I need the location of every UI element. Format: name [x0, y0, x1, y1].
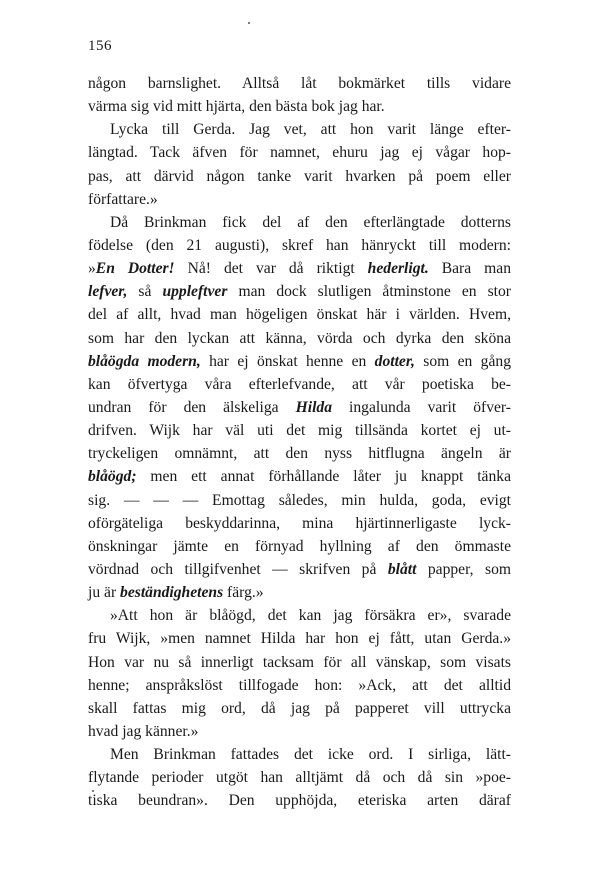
text-segment: ju är [88, 584, 121, 602]
text-segment: Hon var nu så innerligt tacksam för all vänskap, som visats [88, 653, 511, 671]
text-line [88, 697, 511, 720]
emphasized-text: hederligt. [367, 260, 429, 278]
text-segment: önskningar jämte en förnyad hyllning af den ömmaste [88, 537, 511, 555]
text-segment: längtad. Tack äfven för namnet, ehuru jag ej vågar hop- [88, 144, 511, 162]
text-line [88, 674, 511, 697]
emphasized-text: Hilda [295, 398, 332, 416]
text-segment: ingalunda varit öfver- [332, 398, 511, 416]
text-line [88, 419, 511, 442]
emphasized-text: lefver, [88, 283, 128, 301]
text-line [88, 789, 511, 812]
text-segment: skall fattas mig ord, då jag på papperet vill uttrycka [88, 699, 511, 717]
text-segment: kan öfvertyga våra efterlefvande, att vår poetiska be- [88, 375, 511, 393]
text-line [88, 72, 511, 95]
text-segment: » [88, 260, 96, 278]
text-segment: fru Wijk, »men namnet Hilda har hon ej fått, utan Gerda.» [88, 630, 511, 648]
text-segment: pas, att därvid någon tanke varit hvarken på poem eller [88, 167, 511, 185]
text-line [88, 720, 511, 743]
text-line [88, 350, 511, 373]
text-line [88, 512, 511, 535]
text-segment: drifven. Wijk har väl uti det mig tillsända kortet ej ut- [88, 422, 511, 440]
text-segment: men ett annat förhållande låter ju knappt tänka [136, 468, 511, 486]
text-segment: Nå! det var då riktigt [174, 260, 368, 278]
text-segment: Då Brinkman fick del af den efterlängtade dotterns [110, 213, 511, 231]
text-line [88, 211, 511, 234]
text-segment: födelse (den 21 augusti), skref han hänryckt till modern: [88, 236, 511, 254]
text-segment: del af allt, hvad man högeligen önskat här i världen. Hvem, [88, 306, 511, 324]
text-segment: »Att hon är blåögd, det kan jag försäkra er», svarade [110, 607, 511, 625]
paper-speck [248, 22, 250, 24]
text-line [88, 118, 511, 141]
text-segment: henne; anspråkslöst tillfogade hon: »Ack, att det alltid [88, 676, 511, 694]
text-line [88, 535, 511, 558]
text-line [88, 766, 511, 789]
text-segment: man dock slutligen åtminstone en stor [227, 283, 511, 301]
text-segment: färg.» [223, 584, 264, 602]
text-line [88, 743, 511, 766]
text-line [88, 95, 511, 118]
text-segment: hvad jag känner.» [88, 722, 199, 740]
text-segment: undran för den älskeliga [88, 398, 296, 416]
text-line [88, 558, 511, 581]
text-segment: som en gång [414, 352, 511, 370]
text-segment: tryckeligen omnämnt, att den nyss hitflugna ängeln är [88, 445, 511, 463]
emphasized-text: blått [387, 560, 417, 578]
text-segment: författare.» [88, 190, 158, 208]
text-line [88, 303, 511, 326]
text-line [88, 234, 511, 257]
text-line [88, 327, 511, 350]
page-number: 156 [88, 38, 112, 54]
body-text [88, 72, 511, 813]
emphasized-text: beständighetens [120, 584, 224, 602]
text-segment: papper, som [416, 560, 511, 578]
text-segment: oförgäteliga beskyddarinna, mina hjärtinnerligaste lyck- [88, 514, 511, 532]
text-segment: Lycka till Gerda. Jag vet, att hon varit länge efter- [110, 121, 511, 139]
emphasized-text: uppleftver [162, 283, 228, 301]
text-line [88, 257, 511, 280]
text-line [88, 373, 511, 396]
text-segment: Bara man [428, 260, 511, 278]
emphasized-text: En Dotter! [95, 260, 175, 278]
text-segment: Men Brinkman fattades det icke ord. I sirliga, lätt- [110, 746, 511, 764]
text-line [88, 627, 511, 650]
emphasized-text: blåögd; [88, 468, 137, 486]
text-line [88, 604, 511, 627]
text-line [88, 651, 511, 674]
text-line [88, 442, 511, 465]
text-segment: sig. — — — Emottag således, min hulda, goda, evigt [88, 491, 511, 509]
text-segment: tiska beundran». Den upphöjda, eteriska arten däraf [88, 792, 511, 810]
text-line [88, 165, 511, 188]
paper-speck [92, 790, 94, 792]
text-line [88, 141, 511, 164]
text-segment: flytande perioder utgöt han alltjämt då och då sin »poe- [88, 769, 511, 787]
text-segment: någon barnslighet. Alltså låt bokmärket tills vidare [88, 75, 511, 92]
text-segment: värma sig vid mitt hjärta, den bästa bok jag har. [88, 98, 385, 116]
emphasized-text: blåögda modern, [88, 352, 201, 370]
text-segment: så [127, 283, 163, 301]
text-segment: vördnad och tillgifvenhet — skrifven på [88, 560, 388, 578]
text-line [88, 188, 511, 211]
text-line [88, 280, 511, 303]
emphasized-text: dotter, [374, 352, 415, 370]
text-segment: har ej önskat henne en [200, 352, 375, 370]
text-line [88, 465, 511, 488]
text-line [88, 489, 511, 512]
text-line [88, 396, 511, 419]
text-line [88, 581, 511, 604]
text-segment: som har den lyckan att känna, vörda och dyrka den sköna [88, 329, 511, 347]
